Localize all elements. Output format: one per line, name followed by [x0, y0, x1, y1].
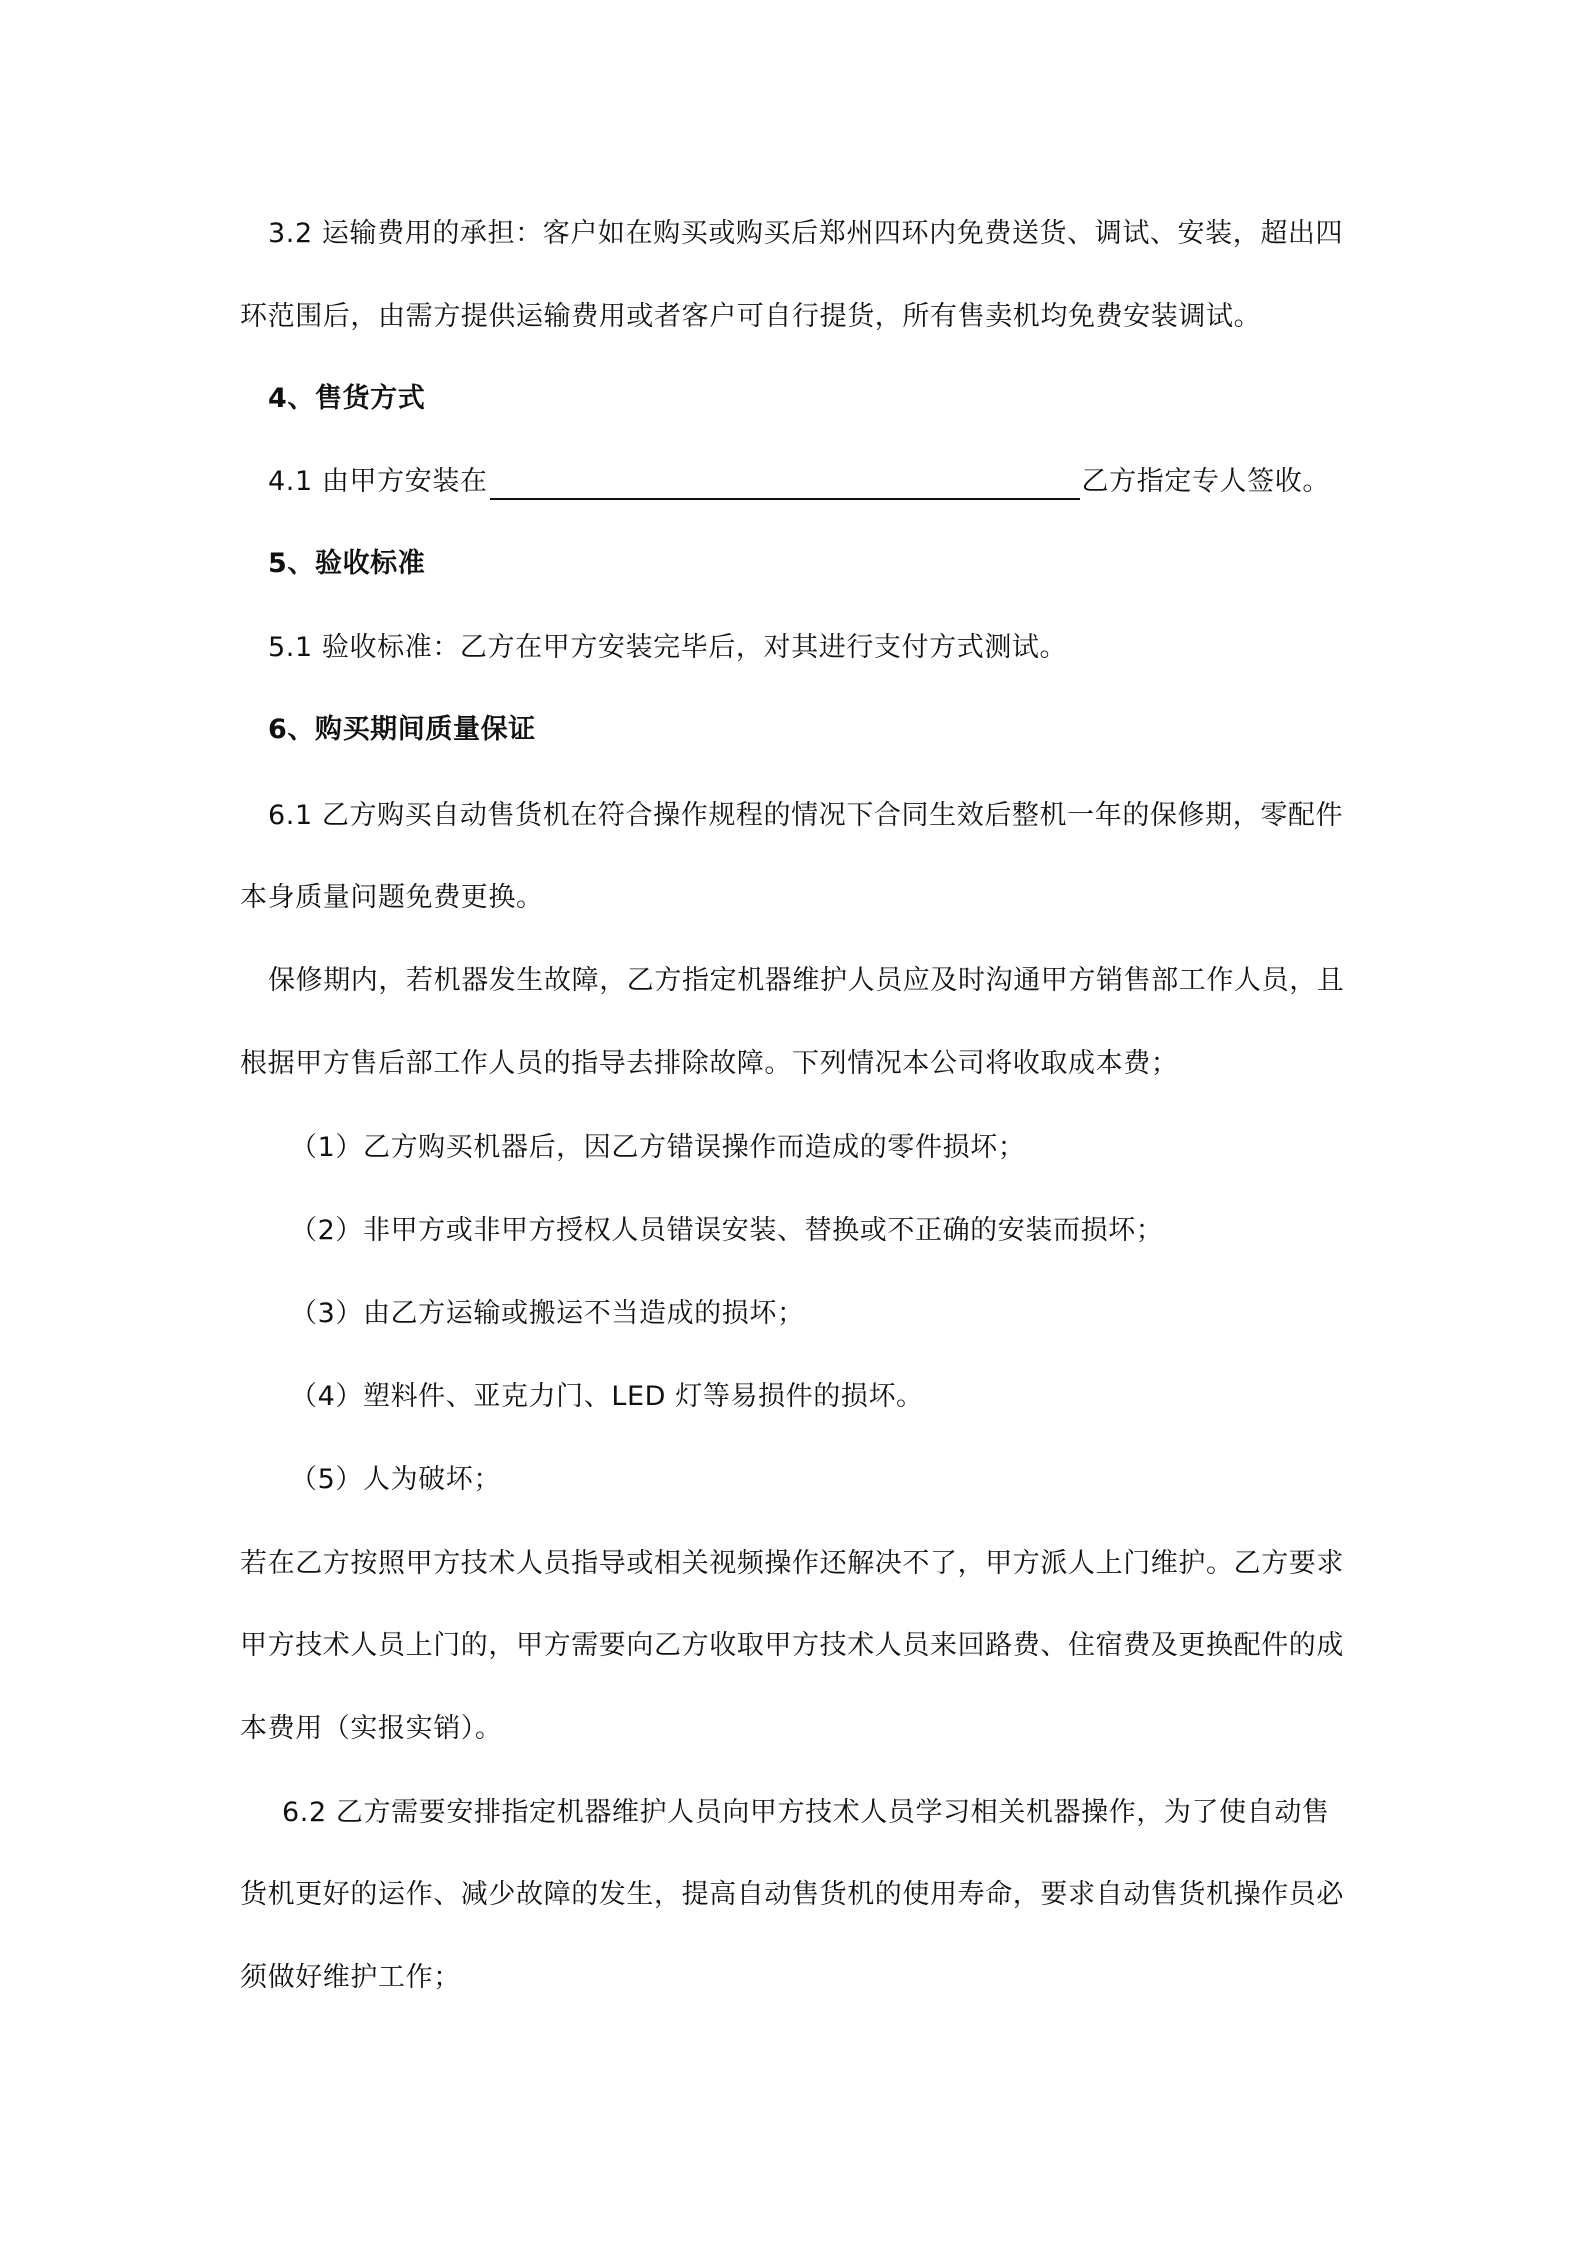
onsite-paragraph-line-3: 本费用（实报实销）。 — [240, 1713, 503, 1744]
fill-in-blank-line[interactable] — [490, 470, 1080, 500]
clause-6-1-line-1: 6.1 乙方购买自动售货机在符合操作规程的情况下合同生效后整机一年的保修期，零配件 — [268, 800, 1344, 831]
section-6-heading: 6、购买期间质量保证 — [268, 714, 536, 745]
warranty-paragraph-line-2: 根据甲方售后部工作人员的指导去排除故障。下列情况本公司将收取成本费； — [240, 1048, 1179, 1079]
clause-3-2-line-1: 3.2 运输费用的承担：客户如在购买或购买后郑州四环内免费送货、调试、安装，超出四 — [268, 218, 1344, 249]
clause-6-2-line-3: 须做好维护工作； — [240, 1962, 461, 1993]
clause-3-2-line-2: 环范围后，由需方提供运输费用或者客户可自行提货，所有售卖机均免费安装调试。 — [240, 301, 1262, 332]
list-item-1: （1）乙方购买机器后，因乙方错误操作而造成的零件损坏； — [290, 1132, 1026, 1163]
onsite-paragraph-line-1: 若在乙方按照甲方技术人员指导或相关视频操作还解决不了，甲方派人上门维护。乙方要求 — [240, 1548, 1344, 1579]
section-4-heading: 4、售货方式 — [268, 383, 426, 414]
clause-4-1-prefix: 4.1 由甲方安装在 — [268, 466, 488, 497]
list-item-5: （5）人为破坏； — [290, 1464, 501, 1495]
clause-6-2-line-1: 6.2 乙方需要安排指定机器维护人员向甲方技术人员学习相关机器操作，为了使自动售 — [282, 1797, 1330, 1828]
list-item-3: （3）由乙方运输或搬运不当造成的损坏； — [290, 1298, 805, 1329]
clause-5-1: 5.1 验收标准：乙方在甲方安装完毕后，对其进行支付方式测试。 — [268, 632, 1068, 663]
section-5-heading: 5、验收标准 — [268, 548, 426, 579]
clause-6-1-line-2: 本身质量问题免费更换。 — [240, 882, 544, 913]
warranty-paragraph-line-1: 保修期内，若机器发生故障，乙方指定机器维护人员应及时沟通甲方销售部工作人员，且 — [268, 965, 1345, 996]
clause-6-2-line-2: 货机更好的运作、减少故障的发生，提高自动售货机的使用寿命，要求自动售货机操作员必 — [240, 1879, 1344, 1910]
clause-4-1-suffix: 乙方指定专人签收。 — [1081, 466, 1330, 497]
onsite-paragraph-line-2: 甲方技术人员上门的，甲方需要向乙方收取甲方技术人员来回路费、住宿费及更换配件的成 — [240, 1630, 1344, 1661]
list-item-4: （4）塑料件、亚克力门、LED 灯等易损件的损坏。 — [290, 1381, 924, 1412]
clause-4-1 — [268, 464, 1330, 500]
list-item-2: （2）非甲方或非甲方授权人员错误安装、替换或不正确的安装而损坏； — [290, 1215, 1164, 1246]
